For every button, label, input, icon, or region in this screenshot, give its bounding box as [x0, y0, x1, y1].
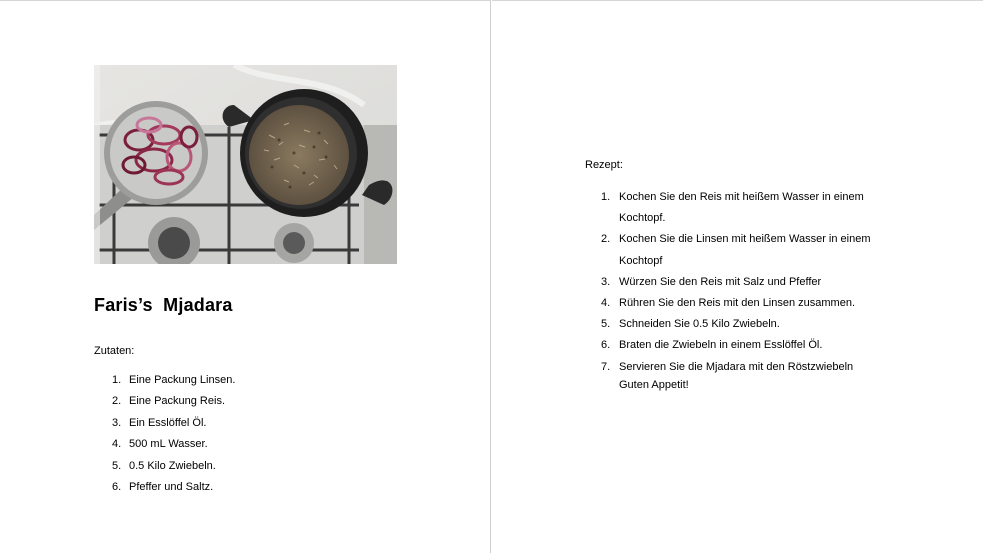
ingredient-text: 0.5 Kilo Zwiebeln. — [129, 459, 216, 472]
list-number: 3. — [601, 275, 611, 288]
ingredients-list — [112, 373, 235, 501]
list-number: 2. — [112, 395, 122, 408]
list-item — [112, 416, 235, 437]
list-item — [112, 437, 235, 458]
list-number: 5. — [601, 318, 611, 331]
list-number: 2. — [601, 233, 611, 246]
ingredient-text: Eine Packung Reis. — [129, 395, 225, 408]
ingredients-label: Zutaten: — [94, 345, 135, 357]
list-item — [112, 459, 235, 480]
steps-label: Rezept: — [585, 159, 623, 171]
list-item — [601, 293, 871, 314]
left-page — [0, 0, 491, 553]
step-text: Schneiden Sie 0.5 Kilo Zwiebeln. — [619, 318, 780, 331]
ingredient-text: Eine Packung Linsen. — [129, 374, 236, 386]
list-number: 7. — [601, 360, 611, 373]
ingredient-text: Pfeffer und Saltz. — [129, 480, 214, 493]
step-text: Servieren Sie die Mjadara mit den Röstzwiebeln — [619, 360, 854, 373]
list-number: 5. — [112, 459, 122, 472]
list-number: 6. — [112, 480, 122, 493]
list-item — [601, 272, 871, 293]
steps-list — [601, 187, 871, 378]
list-number: 1. — [112, 374, 122, 386]
list-item — [112, 373, 235, 394]
list-number: 3. — [112, 416, 122, 429]
recipe-photo — [94, 65, 397, 264]
step-text: Braten die Zwiebeln in einem Esslöffel Öl. — [619, 339, 823, 352]
list-item — [601, 335, 871, 356]
list-number: 4. — [601, 297, 611, 310]
list-number: 6. — [601, 339, 611, 352]
list-number: 1. — [601, 191, 611, 203]
ingredient-text: 500 mL Wasser. — [129, 438, 208, 451]
step-text: Kochen Sie den Reis mit heißem Wasser in einem Kochtopf. — [619, 191, 864, 225]
list-item — [601, 314, 871, 335]
list-item — [601, 229, 871, 271]
step-text: Rühren Sie den Reis mit den Linsen zusammen. — [619, 297, 856, 310]
list-item — [112, 480, 235, 501]
list-number: 4. — [112, 438, 122, 451]
closing-text: Guten Appetit! — [619, 379, 689, 391]
list-item — [601, 187, 871, 229]
step-text: Würzen Sie den Reis mit Salz und Pfeffer — [619, 275, 822, 288]
ingredient-text: Ein Esslöffel Öl. — [129, 416, 207, 429]
recipe-title: Faris’s Mjadara — [94, 295, 233, 315]
list-item — [112, 394, 235, 415]
step-text: Kochen Sie die Linsen mit heißem Wasser in einem Kochtopf — [619, 233, 871, 267]
